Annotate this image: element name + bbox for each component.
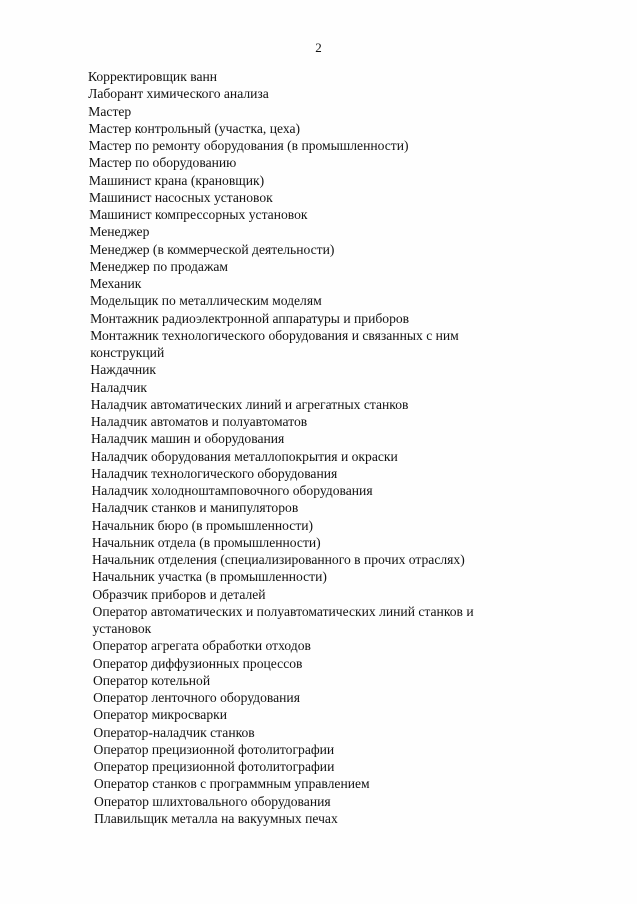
list-item: Оператор автоматических и полуавтоматических линий станков и установок bbox=[92, 603, 474, 636]
list-item: Лаборант химического анализа bbox=[88, 86, 269, 102]
list-item: Наладчик bbox=[90, 379, 147, 395]
list-item: Оператор микросварки bbox=[93, 707, 228, 723]
list-item: Оператор диффузионных процессов bbox=[92, 655, 303, 671]
list-item: Механик bbox=[89, 276, 142, 291]
list-item: Оператор ленточного оборудования bbox=[93, 690, 300, 705]
list-item: Оператор агрегата обработки отходов bbox=[92, 638, 311, 654]
list-item: Наладчик технологического оборудования bbox=[91, 465, 338, 481]
list-item: Монтажник радиоэлектронной аппаратуры и приборов bbox=[90, 310, 410, 326]
list-item: Мастер по оборудованию bbox=[88, 155, 237, 171]
list-item: Наладчик холодноштамповочного оборудования bbox=[91, 483, 373, 498]
profession-list bbox=[88, 68, 528, 827]
list-item: Машинист компрессорных установок bbox=[89, 207, 308, 222]
list-item: Мастер по ремонту оборудования (в промышленности) bbox=[88, 138, 409, 153]
list-item: Наладчик автоматических линий и агрегатных станков bbox=[90, 396, 409, 412]
list-item: Образчик приборов и деталей bbox=[92, 586, 266, 602]
list-item: Начальник участка (в промышленности) bbox=[92, 569, 327, 585]
page-number: 2 bbox=[315, 40, 322, 55]
list-item: Начальник отделения (специализированного в прочих отраслях) bbox=[92, 552, 465, 567]
list-item: Машинист насосных установок bbox=[89, 189, 273, 205]
list-item: Монтажник технологического оборудования и связанных с ним конструкций bbox=[90, 327, 459, 360]
list-item: Корректировщик ванн bbox=[88, 69, 218, 84]
list-item: Плавильщик металла на вакуумных печах bbox=[94, 810, 338, 826]
list-item: Оператор-наладчик станков bbox=[93, 724, 255, 740]
list-item: Мастер bbox=[88, 103, 132, 119]
list-item: Мастер контрольный (участка, цеха) bbox=[88, 120, 301, 136]
list-item: Наждачник bbox=[90, 362, 157, 378]
list-item: Модельщик по металлическим моделям bbox=[89, 293, 322, 309]
list-item: Наладчик машин и оборудования bbox=[91, 431, 285, 447]
list-item: Начальник бюро (в промышленности) bbox=[91, 517, 314, 533]
list-item: Оператор шлихтовального оборудования bbox=[94, 793, 331, 809]
list-item: Оператор котельной bbox=[92, 672, 211, 688]
list-item: Оператор прецизионной фотолитографии bbox=[93, 741, 335, 757]
list-item: Наладчик оборудования металлопокрытия и окраски bbox=[91, 448, 398, 464]
list-item: Оператор станков с программным управлением bbox=[93, 776, 370, 792]
list-item: Менеджер bbox=[89, 224, 150, 240]
list-item: Наладчик станков и манипуляторов bbox=[91, 500, 299, 516]
list-item: Менеджер по продажам bbox=[89, 258, 228, 274]
list-item: Машинист крана (крановщик) bbox=[88, 172, 265, 188]
list-item: Наладчик автоматов и полуавтоматов bbox=[90, 414, 308, 429]
list-item: Оператор прецизионной фотолитографии bbox=[93, 759, 335, 774]
list-item: Менеджер (в коммерческой деятельности) bbox=[89, 241, 335, 257]
list-item: Начальник отдела (в промышленности) bbox=[91, 534, 321, 550]
